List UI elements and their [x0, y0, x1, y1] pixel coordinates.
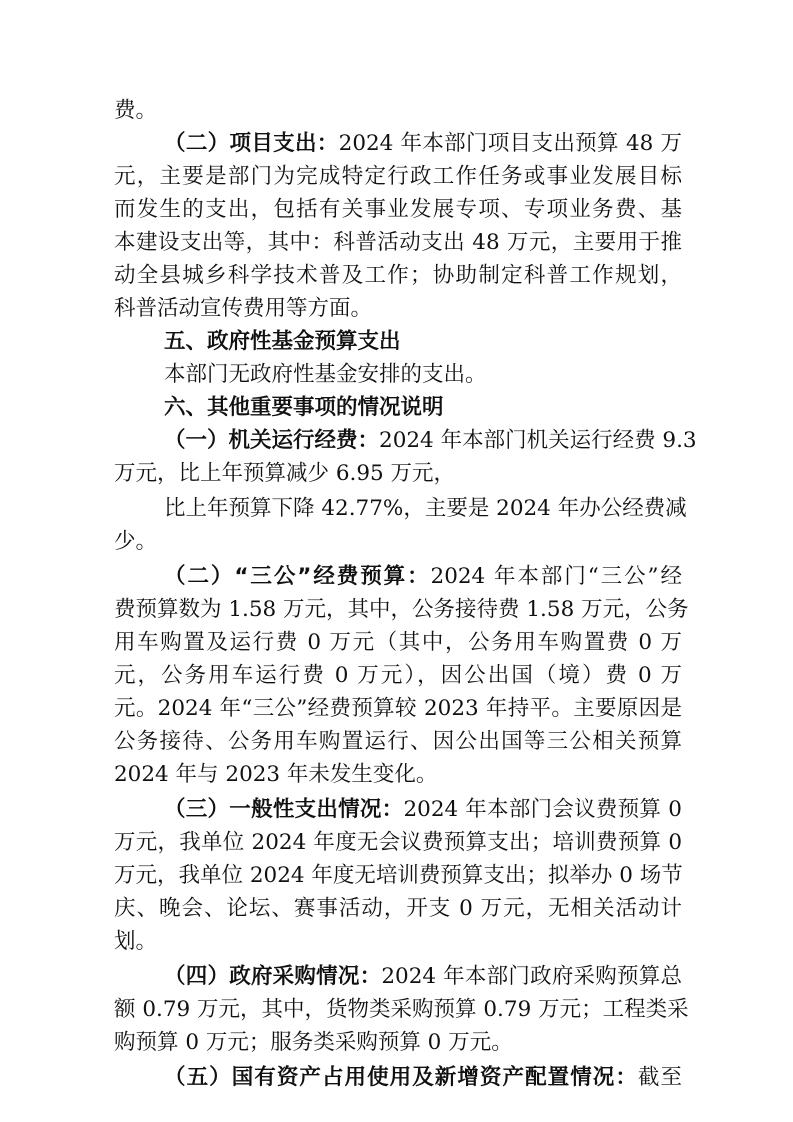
text-line: 额 0.79 万元，其中，货物类采购预算 0.79 万元；工程类采: [114, 997, 689, 1022]
text-line: 公务接待、公务用车购置运行、因公出国等三公相关预算: [114, 729, 682, 754]
text-line: 庆、晚会、论坛、赛事活动，开支 0 万元，无相关活动计: [114, 896, 682, 921]
section-heading-line: （一）机关运行经费：2024 年本部门机关运行经费 9.3: [164, 428, 697, 453]
heading-fund-budget: 五、政府性基金预算支出: [164, 329, 401, 354]
section-heading-line: [164, 392, 682, 424]
heading-other-matters: 六、其他重要事项的情况说明: [164, 395, 444, 420]
section-heading-line: （四）政府采购情况：2024 年本部门政府采购预算总: [164, 964, 682, 989]
heading-project-expenditure: （二）项目支出：: [164, 131, 339, 156]
section-heading-line: [164, 326, 682, 358]
text-line: 购预算 0 万元；服务类采购预算 0 万元。: [114, 1030, 513, 1055]
section-heading-line: （三）一般性支出情况：2024 年本部门会议费预算 0: [164, 797, 682, 822]
text-line: 动全县城乡科学技术普及工作；协助制定科普工作规划，: [114, 263, 682, 288]
heading-state-assets: （五）国有资产占用使用及新增资产配置情况：: [164, 1065, 638, 1090]
text-line: 本建设支出等，其中：科普活动支出 48 万元，主要用于推: [114, 230, 682, 255]
text-line: 费。: [114, 98, 158, 123]
text-line: 用车购置及运行费 0 万元（其中，公务用车购置费 0 万: [114, 630, 682, 655]
heading-general-expenditure: （三）一般性支出情况：: [164, 797, 404, 822]
section-heading-line: （二）“三公”经费预算：2024 年本部门“三公”经: [164, 564, 682, 589]
text-line: 科普活动宣传费用等方面。: [114, 296, 373, 321]
text-line: 元，公务用车运行费 0 万元），因公出国（境）费 0 万: [114, 663, 682, 688]
heading-three-public-costs: （二）“三公”经费预算：: [164, 564, 431, 589]
text-line: 万元，我单位 2024 年度无会议费预算支出；培训费预算 0: [114, 830, 682, 855]
text-line: 本部门无政府性基金安排的支出。: [164, 362, 487, 387]
heading-procurement: （四）政府采购情况：: [164, 964, 382, 989]
text-line: 而发生的支出，包括有关事业发展专项、专项业务费、基: [114, 197, 682, 222]
section-heading-line: （二）项目支出：2024 年本部门项目支出预算 48 万: [164, 131, 682, 156]
text-line: 元，主要是部门为完成特定行政工作任务或事业发展目标: [114, 164, 682, 189]
text-line: 少。: [114, 529, 158, 554]
text-line: 比上年预算下降 42.77%，主要是 2024 年办公经费减: [164, 496, 687, 521]
heading-operating-costs: （一）机关运行经费：: [164, 428, 380, 453]
text-line: 元。2024 年“三公”经费预算较 2023 年持平。主要原因是: [114, 696, 682, 721]
text-line: 万元，比上年预算减少 6.95 万元，: [114, 461, 456, 486]
text-line: 2024 年与 2023 年未发生变化。: [114, 762, 438, 787]
text-line: 万元，我单位 2024 年度无培训费预算支出；拟举办 0 场节: [114, 863, 683, 888]
section-heading-line: （五）国有资产占用使用及新增资产配置情况：截至: [164, 1065, 682, 1090]
text-line: 费预算数为 1.58 万元，其中，公务接待费 1.58 万元，公务: [114, 597, 689, 622]
text-line: 划。: [114, 929, 158, 954]
